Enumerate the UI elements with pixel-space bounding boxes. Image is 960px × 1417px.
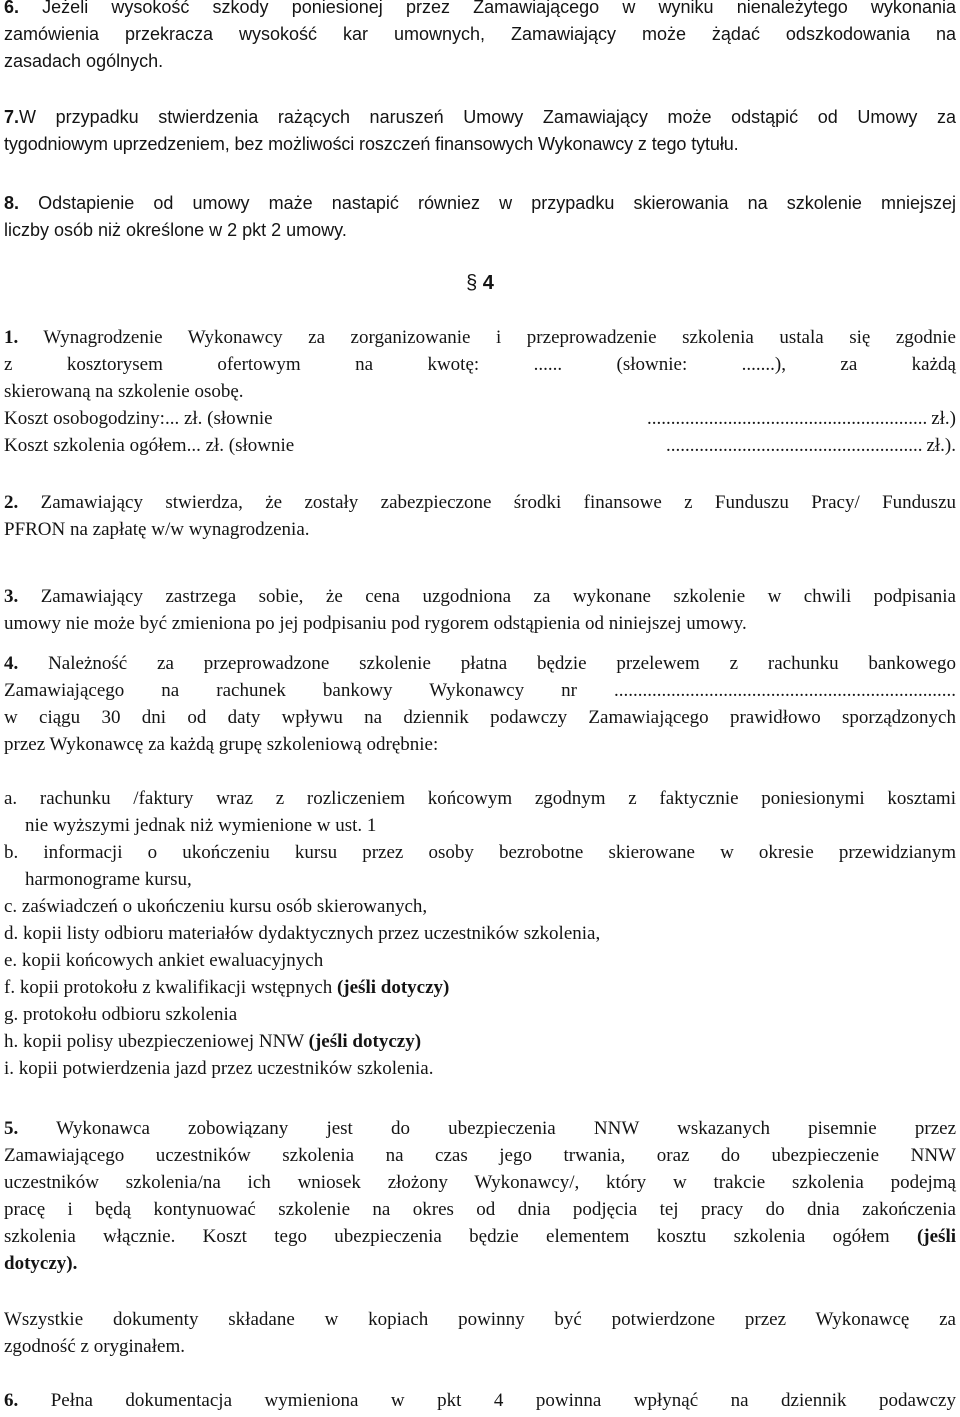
clause-2-line-2: PFRON na zapłatę w/w wynagrodzenia. — [4, 519, 310, 540]
clause-5-number: 5. — [4, 1118, 19, 1139]
clause-5-line-4: pracę i będą kontynuować szkolenie na okres od dnia podjęcia tej pracy do dnia zakończenia — [4, 1199, 956, 1220]
documents-note — [4, 1306, 956, 1360]
clause-4 — [4, 650, 956, 1082]
clause-3-line-2: umowy nie może być zmieniona po jej podpisaniu pod rygorem odstąpienia od niniejszej umowy. — [4, 613, 747, 634]
clause-4-line-1: 4. Należność za przeprowadzone szkolenie płatna będzie przelewem z rachunku bankowego — [4, 653, 956, 674]
clause-5-line-1: 5. Wykonawca zobowiązany jest do ubezpieczenia NNW wskazanych pisemnie przez — [4, 1118, 956, 1139]
paragraph-7-line-1: 7.W przypadku stwierdzenia rażących naruszeń Umowy Zamawiający może odstąpić od Umowy za — [4, 107, 956, 127]
paragraph-6 — [4, 0, 956, 75]
list-item-a: a. rachunku /faktury wraz z rozliczeniem końcowym zgodnym z faktycznie poniesionymi kosztami nie wyższymi jednak niż wymienione w ust. 1 — [4, 788, 956, 836]
list-item-c: c. zaświadczeń o ukończeniu kursu osób skierowanych, — [4, 896, 428, 917]
clause-1-line-2: z kosztorysem ofertowym na kwotę: ...... (słownie: .......), za każdą — [4, 354, 956, 375]
cost-per-hour-unit: zł.) — [931, 408, 956, 429]
clause-2-line-1: 2. Zamawiający stwierdza, że zostały zabezpieczone środki finansowe z Funduszu Pracy/ Funduszu — [4, 492, 956, 513]
clause-1-number: 1. — [4, 327, 19, 348]
paragraph-6-line-3: zasadach ogólnych. — [4, 51, 164, 71]
clause-5-line-3: uczestników szkolenia/na ich wniosek złożony Wykonawcy/, który w trakcie szkolenia podejmą — [4, 1172, 956, 1193]
clause-4-line-3: w ciągu 30 dni od daty wpływu na dziennik podawczy Zamawiającego prawidłowo sporządzonych — [4, 707, 956, 728]
clause-2-number: 2. — [4, 492, 19, 513]
cost-per-hour-dots: ........................................................... — [646, 408, 928, 429]
section-heading — [4, 270, 956, 297]
list-item-b: b. informacji o ukończeniu kursu przez osoby bezrobotne skierowane w okresie przewidzianym harmonograme kursu, — [4, 842, 956, 890]
list-item-f: f. kopii protokołu z kwalifikacji wstępnych (jeśli dotyczy) — [4, 977, 450, 998]
clause-1-line-1: 1. Wynagrodzenie Wykonawcy za zorganizowanie i przeprowadzenie szkolenia ustala się zgodnie — [4, 327, 956, 348]
list-item-h: h. kopii polisy ubezpieczeniowej NNW (jeśli dotyczy) — [4, 1031, 422, 1052]
clause-5-line-6: dotyczy). — [4, 1253, 78, 1274]
paragraph-8-number: 8. — [4, 193, 20, 213]
clause-2 — [4, 489, 956, 543]
clause-6 — [4, 1387, 956, 1414]
paragraph-6-line-1: 6. Jeżeli wysokość szkody poniesionej przez Zamawiającego w wyniku nienależytego wykonania — [4, 0, 956, 21]
clause-3 — [4, 583, 956, 637]
list-item-i: i. kopii potwierdzenia jazd przez uczestników szkolenia. — [4, 1058, 434, 1079]
list-item-g: g. protokołu odbioru szkolenia — [4, 1004, 238, 1025]
paragraph-6-line-2: zamówienia przekracza wysokość kar umownych, Zamawiający może żądać odszkodowania na — [4, 24, 956, 44]
documents-note-line-2: zgodność z oryginałem. — [4, 1336, 185, 1357]
total-cost-dots: ...................................................... — [665, 435, 923, 456]
clause-4-number: 4. — [4, 653, 19, 674]
total-cost-unit: zł.). — [926, 435, 956, 456]
total-cost-label: Koszt szkolenia ogółem... zł. (słownie — [4, 435, 295, 456]
list-item-d: d. kopii listy odbioru materiałów dydaktycznych przez uczestników szkolenia, — [4, 923, 601, 944]
paragraph-6-number: 6. — [4, 0, 20, 17]
clause-5 — [4, 1115, 956, 1277]
clause-4-line-2: Zamawiającego na rachunek bankowy Wykonawcy nr ........................................................................ — [4, 680, 956, 701]
paragraph-8-line-2: liczby osób niż określone w 2 pkt 2 umowy. — [4, 220, 347, 240]
paragraph-7-line-2: tygodniowym uprzedzeniem, bez możliwości roszczeń finansowych Wykonawcy z tego tytułu. — [4, 134, 739, 154]
clause-6-line-1: 6. Pełna dokumentacja wymieniona w pkt 4 powinna wpłynąć na dziennik podawczy — [4, 1390, 956, 1411]
paragraph-8 — [4, 190, 956, 244]
clause-3-number: 3. — [4, 586, 19, 607]
cost-per-hour-row — [4, 405, 956, 432]
clause-5-line-5: szkolenia włącznie. Koszt tego ubezpieczenia będzie elementem kosztu szkolenia ogółem (jeśli — [4, 1226, 957, 1247]
required-documents-list — [4, 785, 956, 1082]
clause-3-line-1: 3. Zamawiający zastrzega sobie, że cena uzgodniona za wykonane szkolenie w chwili podpisania — [4, 586, 956, 607]
paragraph-7 — [4, 104, 956, 158]
clause-6-number: 6. — [4, 1390, 19, 1411]
clause-4-line-4: przez Wykonawcę za każdą grupę szkoleniową odrębnie: — [4, 734, 439, 755]
total-cost-row — [4, 432, 956, 459]
section-symbol: § — [466, 272, 478, 294]
paragraph-7-number: 7. — [4, 107, 20, 127]
paragraph-8-line-1: 8. Odstapienie od umowy maże nastapić równiez w przypadku skierowania na szkolenie mniejszej — [4, 193, 956, 213]
documents-note-line-1: Wszystkie dokumenty składane w kopiach powinny być potwierdzone przez Wykonawcę za — [4, 1309, 956, 1330]
section-number: 4 — [482, 272, 494, 294]
cost-per-hour-label: Koszt osobogodziny:... zł. (słownie — [4, 408, 273, 429]
clause-1 — [4, 324, 956, 459]
clause-1-line-3: skierowaną na szkolenie osobę. — [4, 381, 244, 402]
clause-5-line-2: Zamawiającego uczestników szkolenia na czas jego trwania, oraz do ubezpieczenie NNW — [4, 1145, 956, 1166]
list-item-e: e. kopii końcowych ankiet ewaluacyjnych — [4, 950, 324, 971]
